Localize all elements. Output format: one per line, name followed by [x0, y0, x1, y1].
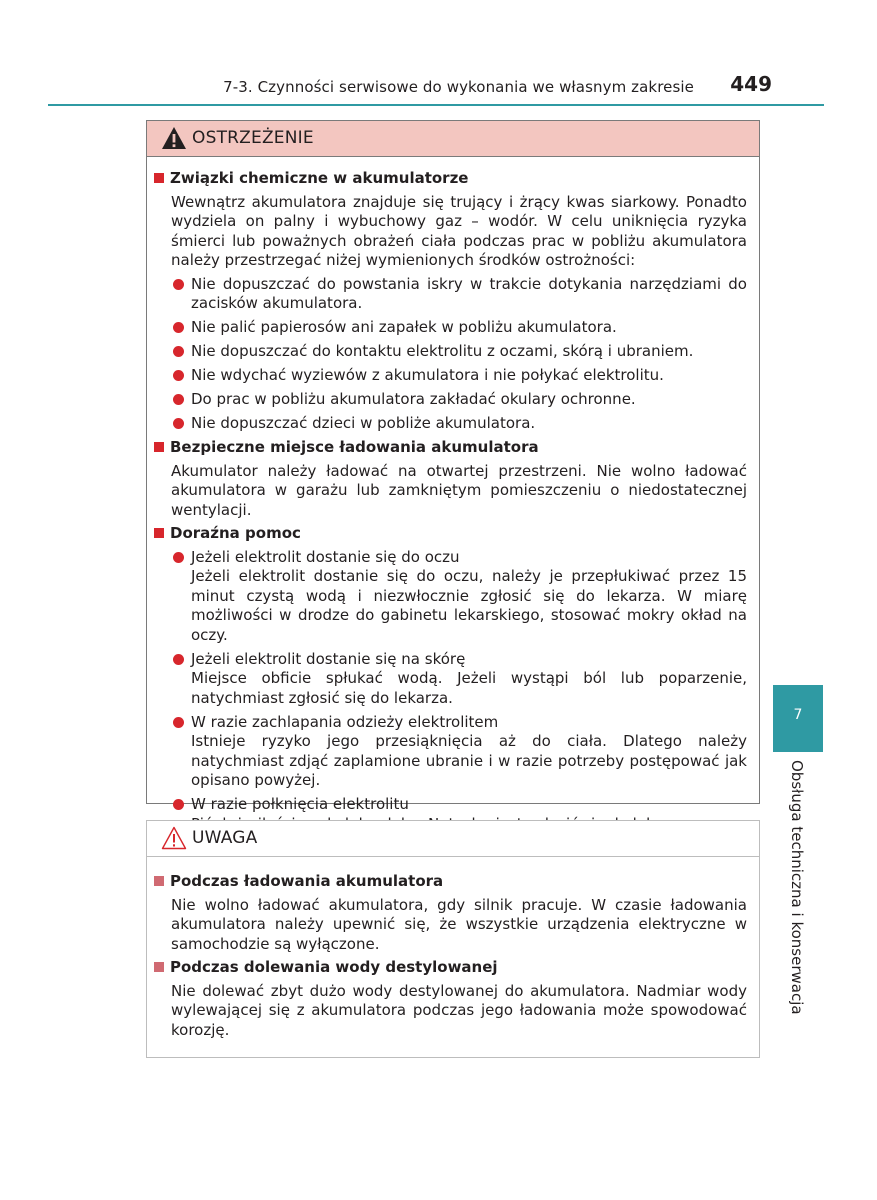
round-bullet-icon [173, 418, 184, 429]
list-item: Nie wdychać wyziewów z akumulatora i nie połykać elektrolitu. [151, 366, 747, 386]
list-item [151, 650, 747, 709]
section-heading: Związki chemiczne w akumulatorze [151, 169, 747, 189]
notice-header [147, 821, 759, 857]
paragraph: Wewnątrz akumulatora znajduje się trujący i żrący kwas siarkowy. Ponadto wydziela on palny i wybuchowy gaz – wodór. W celu uniknięcia ryzyka śmierci lub poważnych obrażeń ciała podczas prac w pobliżu akumulatora należy przestrzegać niżej wymienionych środków ostrożności: [171, 192, 747, 269]
page-number: 449 [730, 72, 772, 96]
caution-triangle-icon [161, 826, 187, 850]
list-item: Nie dopuszczać do powstania iskry w trakcie dotykania narzędziami do zacisków akumulatora. [151, 275, 747, 314]
notice-content [147, 872, 759, 1044]
paragraph: Nie dolewać zbyt dużo wody destylowanej do akumulatora. Nadmiar wody wylewającej się z akumulatora podczas jego ładowania może spowodować korozję. [171, 981, 747, 1039]
round-bullet-icon [173, 654, 184, 665]
notice-box [146, 820, 760, 1058]
warning-title: OSTRZEŻENIE [192, 128, 314, 148]
section-heading: Doraźna pomoc [151, 524, 747, 544]
list-item-text: Miejsce obficie spłukać wodą. Jeżeli wystąpi ból lub poparzenie, natychmiast zgłosić się do lekarza. [191, 669, 747, 707]
list-item-text: Istnieje ryzyko jego przesiąknięcia aż do ciała. Dlatego należy natychmiast zdjąć zaplamione ubranie i w razie potrzeby postępować jak opisano powyżej. [191, 732, 747, 789]
square-bullet-icon [154, 173, 164, 183]
list-item: Nie palić papierosów ani zapałek w pobliżu akumulatora. [151, 318, 747, 338]
round-bullet-icon [173, 370, 184, 381]
warning-content [147, 169, 759, 839]
round-bullet-icon [173, 279, 184, 290]
square-bullet-icon [154, 876, 164, 886]
round-bullet-icon [173, 346, 184, 357]
round-bullet-icon [173, 394, 184, 405]
list-item [151, 713, 747, 791]
paragraph: Nie wolno ładować akumulatora, gdy silnik pracuje. W czasie ładowania akumulatora należy upewnić się, że wszystkie urządzenia elektryczne w samochodzie są wyłączone. [171, 895, 747, 953]
round-bullet-icon [173, 552, 184, 563]
chapter-label: Obsługa techniczna i konserwacja [788, 760, 806, 1015]
list-item: Do prac w pobliżu akumulatora zakładać okulary ochronne. [151, 390, 747, 410]
paragraph: Akumulator należy ładować na otwartej przestrzeni. Nie wolno ładować akumulatora w garażu lub zamkniętym pomieszczeniu o niedostatecznej wentylacji. [171, 461, 747, 519]
section-title: 7-3. Czynności serwisowe do wykonania we własnym zakresie [223, 78, 694, 96]
list-item: Nie dopuszczać do kontaktu elektrolitu z oczami, skórą i ubraniem. [151, 342, 747, 362]
list-item-heading: W razie zachlapania odzieży elektrolitem [191, 712, 499, 731]
warning-triangle-icon [161, 126, 187, 150]
section-heading: Podczas ładowania akumulatora [151, 872, 747, 892]
round-bullet-icon [173, 322, 184, 333]
square-bullet-icon [154, 528, 164, 538]
list-item: Nie dopuszczać dzieci w pobliże akumulatora. [151, 414, 747, 434]
warning-header [147, 121, 759, 157]
list-item-heading: Jeżeli elektrolit dostanie się do oczu [191, 547, 460, 566]
list-item [151, 548, 747, 646]
square-bullet-icon [154, 962, 164, 972]
round-bullet-icon [173, 717, 184, 728]
page-header [48, 72, 824, 106]
section-heading: Bezpieczne miejsce ładowania akumulatora [151, 438, 747, 458]
chapter-tab: 7 [773, 685, 823, 752]
square-bullet-icon [154, 442, 164, 452]
list-item-heading: W razie połknięcia elektrolitu [191, 795, 409, 813]
section-heading: Podczas dolewania wody destylowanej [151, 958, 747, 978]
round-bullet-icon [173, 799, 184, 810]
warning-box [146, 120, 760, 813]
notice-title: UWAGA [192, 828, 258, 848]
list-item-text: Jeżeli elektrolit dostanie się do oczu, należy je przepłukiwać przez 15 minut czystą wodą i niezwłocznie zgłosić się do lekarza. W miarę możliwości w drodze do gabinetu lekarskiego, stosować mokry okład na oczy. [191, 567, 747, 644]
list-item-heading: Jeżeli elektrolit dostanie się na skórę [191, 649, 466, 668]
